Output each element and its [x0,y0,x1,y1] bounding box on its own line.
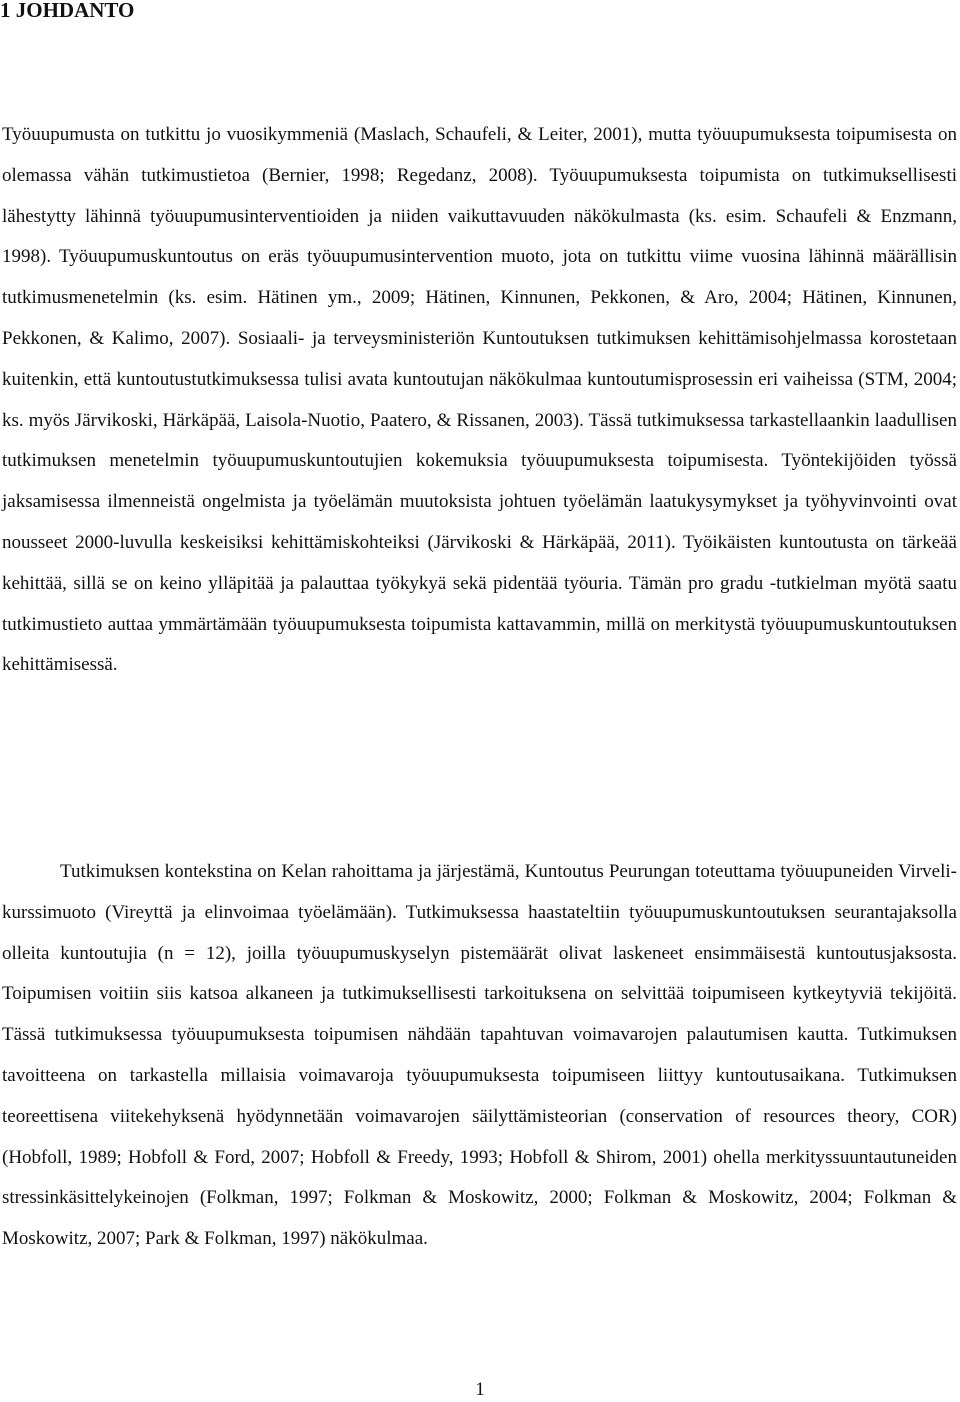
page-number: 1 [475,1379,485,1400]
body-paragraph-2: Tutkimuksen kontekstina on Kelan rahoittama ja järjestämä, Kuntoutus Peurungan toteuttama työuupuneiden Virveli-kurssimuoto (Vireyttä ja elinvoimaa työelämään). Tutkimuksessa haastateltiin työuupumuskuntoutuksen seurantajaksolla olleita kuntoutujia (n = 12), joilla työuupumuskyselyn pistemäärät olivat laskeneet ensimmäisestä kuntoutusjaksosta. Toipumisen voitiin siis katsoa alkaneen ja tutkimuksellisesti tarkoituksena on selvittää toipumiseen kytkeytyviä tekijöitä. Tässä tutkimuksessa työuupumuksesta toipumisen nähdään tapahtuvan voimavarojen palautumisen kautta. Tutkimuksen tavoitteena on tarkastella millaisia voimavaroja työuupumuksesta toipumiseen liittyy kuntoutusaikana. Tutkimuksen teoreettisena viitekehyksenä hyödynnetään voimavarojen säilyttämisteorian (conservation of resources theory, COR) (Hobfoll, 1989; Hobfoll & Ford, 2007; Hobfoll & Freedy, 1993; Hobfoll & Shirom, 2001) ohella merkityssuuntautuneiden stressinkäsittelykeinojen (Folkman, 1997; Folkman & Moskowitz, 2000; Folkman & Moskowitz, 2004; Folkman & Moskowitz, 2007; Park & Folkman, 1997) näkökulmaa. [2,861,957,1250]
body-paragraph-1: Työuupumusta on tutkittu jo vuosikymmeniä (Maslach, Schaufeli, & Leiter, 2001), mutta työuupumuksesta toipumisesta on olemassa vähän tutkimustietoa (Bernier, 1998; Regedanz, 2008). Työuupumuksesta toipumista on tutkimuksellisesti lähestytty lähinnä työuupumusinterventioiden ja niiden vaikuttavuuden näkökulmasta (ks. esim. Schaufeli & Enzmann, 1998). Työuupumuskuntoutus on eräs työuupumusintervention muoto, jota on tutkittu viime vuosina lähinnä määrällisin tutkimusmenetelmin (ks. esim. Hätinen ym., 2009; Hätinen, Kinnunen, Pekkonen, & Aro, 2004; Hätinen, Kinnunen, Pekkonen, & Kalimo, 2007). Sosiaali- ja terveysministeriön Kuntoutuksen tutkimuksen kehittämisohjelmassa korostetaan kuitenkin, että kuntoutustutkimuksessa tulisi avata kuntoutujan näkökulmaa kuntoutumisprosessin eri vaiheissa (STM, 2004; ks. myös Järvikoski, Härkäpää, Laisola-Nuotio, Paatero, & Rissanen, 2003). Tässä tutkimuksessa tarkastellaankin laadullisen tutkimuksen menetelmin työuupumuskuntoutujien kokemuksia työuupumuksesta toipumisesta. Työntekijöiden työssä jaksamisessa ilmenneistä ongelmista ja työelämän muutoksista johtuen työelämän laatukysymykset ja työhyvinvointi ovat nousseet 2000-luvulla keskeisiksi kehittämiskohteiksi (Järvikoski & Härkäpää, 2011). Työikäisten kuntoutusta on tärkeää kehittää, sillä se on keino ylläpitää ja palauttaa työkykyä sekä pidentää työuria. Tämän pro gradu -tutkielman myötä saatu tutkimustieto auttaa ymmärtämään työuupumuksesta toipumista kattavammin, millä on merkitystä työuupumuskuntoutuksen kehittämisessä. [2,124,957,676]
chapter-heading: 1 JOHDANTO [0,0,135,22]
